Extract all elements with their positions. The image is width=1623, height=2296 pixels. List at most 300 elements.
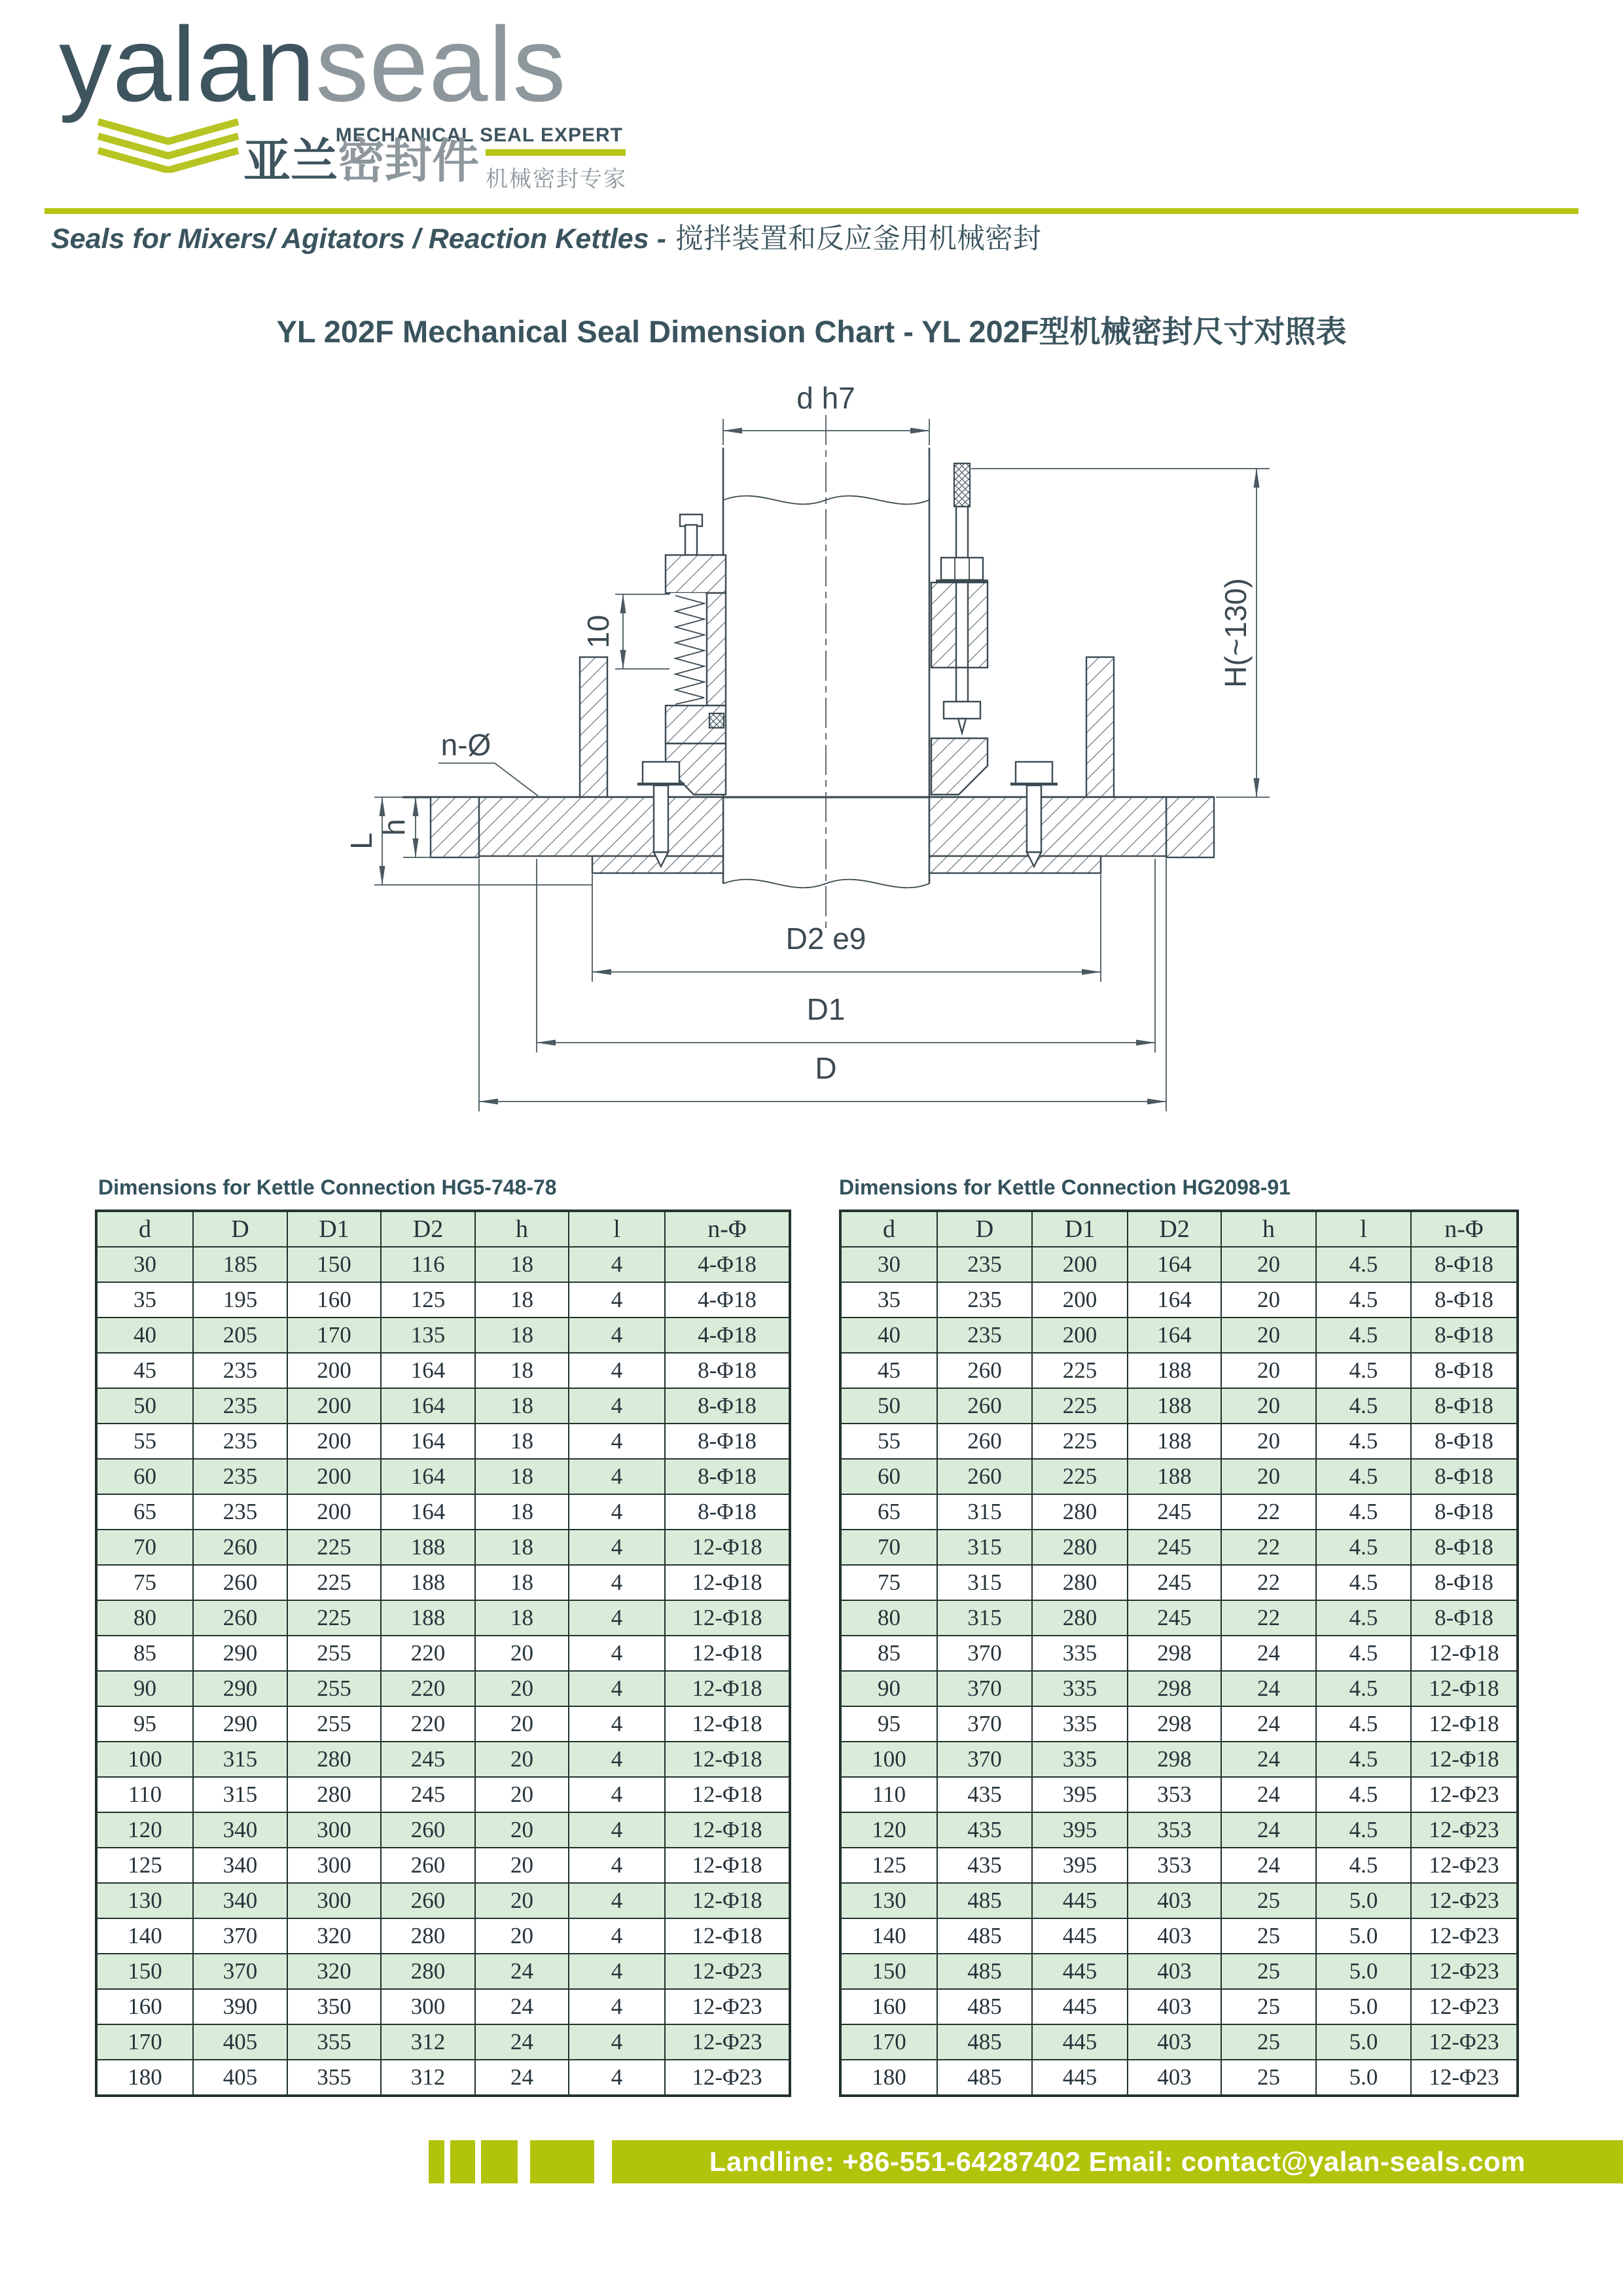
cell-h: 20 (1221, 1388, 1316, 1424)
cell-h: 18 (475, 1600, 569, 1636)
table-row (840, 1247, 1518, 1282)
cell-D2: 403 (1128, 2060, 1221, 2096)
table-row (840, 1706, 1518, 1742)
label-height: H(~130) (1219, 578, 1253, 688)
cell-n-phi: 12-Φ18 (665, 1530, 790, 1565)
cell-l: 4.5 (1316, 1494, 1411, 1530)
table-row (96, 1954, 790, 1989)
cell-h: 22 (1221, 1565, 1316, 1600)
cell-h: 20 (1221, 1459, 1316, 1494)
cell-n-phi: 12-Φ18 (1411, 1706, 1518, 1742)
label-d: D (815, 1051, 837, 1085)
cell-D: 485 (937, 2024, 1032, 2060)
table-body (840, 1247, 1518, 2096)
logo-chinese-name (243, 136, 479, 188)
table-hg2098-91 (839, 1210, 1519, 2097)
table-row (840, 1636, 1518, 1671)
cell-D1: 225 (1032, 1353, 1128, 1388)
cell-l: 5.0 (1316, 1883, 1411, 1918)
label-spring-gap: 10 (581, 615, 616, 649)
table-row (96, 1459, 790, 1494)
cell-D: 260 (937, 1353, 1032, 1388)
table-row (96, 1742, 790, 1777)
cell-h: 20 (475, 1883, 569, 1918)
seal-flange (479, 797, 1166, 873)
footer-bar-segment (530, 2140, 594, 2183)
cell-d: 130 (840, 1883, 937, 1918)
cell-d: 180 (840, 2060, 937, 2096)
cell-D2: 403 (1128, 1883, 1221, 1918)
label-d1: D1 (806, 992, 846, 1026)
cell-D2: 280 (381, 1918, 475, 1954)
cell-D2: 298 (1128, 1671, 1221, 1706)
chevron-logo-icon (95, 118, 242, 173)
cell-D1: 445 (1032, 1954, 1128, 1989)
cell-D: 390 (193, 1989, 287, 2024)
cell-d: 80 (840, 1600, 937, 1636)
cell-d: 160 (840, 1989, 937, 2024)
table-row (840, 2060, 1518, 2096)
col-header-h: h (475, 1211, 569, 1247)
cell-D: 370 (937, 1636, 1032, 1671)
cell-D2: 220 (381, 1706, 475, 1742)
cell-h: 20 (1221, 1282, 1316, 1318)
table-row (96, 1494, 790, 1530)
cell-n-phi: 12-Φ23 (1411, 1918, 1518, 1954)
col-header-n-phi: n-Φ (1411, 1211, 1518, 1247)
col-header-D1: D1 (1032, 1211, 1128, 1247)
cell-D1: 445 (1032, 1918, 1128, 1954)
cell-d: 90 (96, 1671, 193, 1706)
logo-accent-line (486, 149, 626, 156)
cell-D1: 320 (287, 1918, 381, 1954)
table-row (840, 1848, 1518, 1883)
label-flange-step: L (344, 833, 379, 850)
cell-D2: 164 (1128, 1247, 1221, 1282)
cell-h: 24 (1221, 1777, 1316, 1812)
cell-h: 24 (475, 1954, 569, 1989)
cell-d: 70 (840, 1530, 937, 1565)
cell-n-phi: 12-Φ23 (665, 1989, 790, 2024)
cell-D1: 225 (1032, 1424, 1128, 1459)
cell-D: 485 (937, 1918, 1032, 1954)
cell-D2: 164 (1128, 1318, 1221, 1353)
cell-D: 340 (193, 1812, 287, 1848)
table-header-row (840, 1211, 1518, 1247)
cell-D1: 445 (1032, 1989, 1128, 2024)
footer-bar-segment (450, 2140, 475, 2183)
cell-l: 4.5 (1316, 1565, 1411, 1600)
table-title-hg2098-91: Dimensions for Kettle Connection HG2098-91 (839, 1175, 1291, 1199)
cell-D2: 353 (1128, 1848, 1221, 1883)
table-row (96, 1282, 790, 1318)
cell-D2: 280 (381, 1954, 475, 1989)
cell-D1: 200 (1032, 1282, 1128, 1318)
cell-l: 4.5 (1316, 1318, 1411, 1353)
cell-D2: 245 (1128, 1600, 1221, 1636)
cell-h: 20 (475, 1812, 569, 1848)
cell-l: 4 (569, 1636, 665, 1671)
cell-d: 95 (840, 1706, 937, 1742)
cell-D1: 445 (1032, 2060, 1128, 2096)
cell-d: 150 (96, 1954, 193, 1989)
cell-D: 235 (193, 1494, 287, 1530)
cell-D2: 403 (1128, 1918, 1221, 1954)
table-row (96, 1706, 790, 1742)
cell-D: 370 (937, 1742, 1032, 1777)
cell-D1: 225 (287, 1565, 381, 1600)
cell-h: 20 (475, 1636, 569, 1671)
label-flange-thickness: h (377, 819, 412, 836)
cell-D: 235 (937, 1318, 1032, 1353)
cell-h: 25 (1221, 1883, 1316, 1918)
cell-n-phi: 8-Φ18 (1411, 1565, 1518, 1600)
cell-D: 340 (193, 1848, 287, 1883)
cell-D1: 170 (287, 1318, 381, 1353)
cell-n-phi: 12-Φ18 (665, 1777, 790, 1812)
cell-l: 4 (569, 1989, 665, 2024)
logo-wordmark-secondary: seals (315, 5, 567, 124)
cell-D1: 335 (1032, 1636, 1128, 1671)
cell-n-phi: 12-Φ18 (665, 1742, 790, 1777)
footer-bar (612, 2140, 1623, 2183)
cell-n-phi: 12-Φ18 (665, 1600, 790, 1636)
cell-l: 4 (569, 1318, 665, 1353)
cell-l: 4.5 (1316, 1459, 1411, 1494)
cell-D: 405 (193, 2024, 287, 2060)
cell-D: 235 (937, 1282, 1032, 1318)
cell-l: 4.5 (1316, 1671, 1411, 1706)
logo-tagline-cn: 机械密封专家 (486, 167, 627, 192)
cell-D: 370 (937, 1671, 1032, 1706)
cell-h: 24 (1221, 1671, 1316, 1706)
cell-h: 22 (1221, 1494, 1316, 1530)
cell-D1: 200 (1032, 1318, 1128, 1353)
cell-d: 110 (96, 1777, 193, 1812)
footer-contact-text: Landline: +86-551-64287402 Email: contact@yalan-seals.com (709, 2146, 1526, 2177)
cell-h: 25 (1221, 1918, 1316, 1954)
cell-D2: 312 (381, 2024, 475, 2060)
cell-h: 24 (475, 2024, 569, 2060)
cell-l: 5.0 (1316, 2060, 1411, 2096)
page-tagline (51, 217, 1041, 257)
cell-n-phi: 8-Φ18 (1411, 1424, 1518, 1459)
cell-n-phi: 12-Φ23 (1411, 1848, 1518, 1883)
cell-D: 235 (193, 1388, 287, 1424)
cell-l: 4 (569, 1353, 665, 1388)
cell-D1: 300 (287, 1848, 381, 1883)
cell-d: 65 (96, 1494, 193, 1530)
cell-d: 40 (840, 1318, 937, 1353)
cell-h: 18 (475, 1494, 569, 1530)
cell-n-phi: 8-Φ18 (1411, 1282, 1518, 1318)
cell-D: 370 (193, 1954, 287, 1989)
cell-d: 160 (96, 1989, 193, 2024)
cell-D2: 298 (1128, 1742, 1221, 1777)
cell-D2: 245 (1128, 1494, 1221, 1530)
col-header-D: D (937, 1211, 1032, 1247)
cell-l: 4.5 (1316, 1388, 1411, 1424)
table-row (96, 1989, 790, 2024)
cell-n-phi: 8-Φ18 (1411, 1530, 1518, 1565)
cell-d: 85 (96, 1636, 193, 1671)
cell-D1: 335 (1032, 1706, 1128, 1742)
page-title: YL 202F Mechanical Seal Dimension Chart - YL 202F型机械密封尺寸对照表 (276, 314, 1347, 349)
cell-D1: 200 (287, 1388, 381, 1424)
table-row (840, 1812, 1518, 1848)
table-row (840, 1671, 1518, 1706)
logo-wordmark-primary: yalan (59, 5, 316, 124)
cell-D2: 298 (1128, 1636, 1221, 1671)
cell-D: 185 (193, 1247, 287, 1282)
cell-D2: 220 (381, 1636, 475, 1671)
cell-d: 55 (96, 1424, 193, 1459)
dim-d (479, 859, 1166, 1111)
spring-assembly (666, 514, 726, 795)
cell-n-phi: 12-Φ23 (665, 2024, 790, 2060)
col-header-n-phi: n-Φ (665, 1211, 790, 1247)
cell-d: 90 (840, 1671, 937, 1706)
dim-d1 (537, 859, 1155, 1052)
cell-D1: 150 (287, 1247, 381, 1282)
cell-n-phi: 8-Φ18 (665, 1353, 790, 1388)
cell-D2: 353 (1128, 1812, 1221, 1848)
cell-d: 30 (840, 1247, 937, 1282)
cell-D1: 200 (1032, 1247, 1128, 1282)
cell-l: 4 (569, 1918, 665, 1954)
cell-d: 35 (96, 1282, 193, 1318)
cell-D2: 260 (381, 1848, 475, 1883)
cell-D: 290 (193, 1706, 287, 1742)
cell-D: 485 (937, 1883, 1032, 1918)
cell-n-phi: 12-Φ23 (1411, 2024, 1518, 2060)
cell-l: 4 (569, 1530, 665, 1565)
cell-D1: 280 (287, 1742, 381, 1777)
table-row (96, 1636, 790, 1671)
cell-D2: 164 (381, 1494, 475, 1530)
cell-h: 20 (475, 1918, 569, 1954)
cell-d: 45 (96, 1353, 193, 1388)
table-title-hg5-748-78: Dimensions for Kettle Connection HG5-748-78 (98, 1175, 557, 1199)
cell-l: 4.5 (1316, 1247, 1411, 1282)
cell-D1: 255 (287, 1636, 381, 1671)
cell-n-phi: 12-Φ18 (1411, 1742, 1518, 1777)
table-row (840, 1777, 1518, 1812)
table-row (96, 1530, 790, 1565)
header-divider-bar (45, 208, 1578, 214)
cell-d: 65 (840, 1494, 937, 1530)
cell-d: 120 (96, 1812, 193, 1848)
cell-l: 4.5 (1316, 1424, 1411, 1459)
cell-D: 485 (937, 1954, 1032, 1989)
cell-D: 260 (937, 1459, 1032, 1494)
cell-l: 4.5 (1316, 1282, 1411, 1318)
table-row (840, 1353, 1518, 1388)
cell-n-phi: 12-Φ23 (1411, 1954, 1518, 1989)
table-row (96, 1918, 790, 1954)
cell-n-phi: 12-Φ18 (665, 1918, 790, 1954)
cell-l: 4.5 (1316, 1812, 1411, 1848)
cell-D2: 188 (1128, 1353, 1221, 1388)
cell-h: 24 (1221, 1636, 1316, 1671)
cell-D1: 200 (287, 1424, 381, 1459)
cell-D1: 255 (287, 1706, 381, 1742)
cell-n-phi: 4-Φ18 (665, 1318, 790, 1353)
cell-h: 24 (1221, 1706, 1316, 1742)
page-tagline-cn: 搅拌装置和反应釜用机械密封 (675, 223, 1041, 255)
col-header-d: d (96, 1211, 193, 1247)
cell-n-phi: 12-Φ18 (665, 1812, 790, 1848)
cell-n-phi: 12-Φ18 (665, 1636, 790, 1671)
cell-n-phi: 4-Φ18 (665, 1247, 790, 1282)
logo-cn-primary: 亚兰 (243, 135, 338, 188)
cell-D2: 164 (381, 1353, 475, 1388)
cell-D2: 260 (381, 1883, 475, 1918)
logo-wordmark (59, 5, 567, 124)
table-row (840, 2024, 1518, 2060)
cell-l: 4.5 (1316, 1600, 1411, 1636)
cell-d: 75 (840, 1565, 937, 1600)
cell-n-phi: 8-Φ18 (1411, 1600, 1518, 1636)
cell-D2: 245 (381, 1777, 475, 1812)
cell-D: 260 (193, 1530, 287, 1565)
cell-h: 25 (1221, 2060, 1316, 2096)
cell-d: 40 (96, 1318, 193, 1353)
cell-d: 100 (96, 1742, 193, 1777)
cell-D2: 188 (1128, 1388, 1221, 1424)
table-row (96, 1848, 790, 1883)
cell-n-phi: 12-Φ18 (665, 1706, 790, 1742)
cell-h: 20 (475, 1671, 569, 1706)
cell-D1: 225 (287, 1600, 381, 1636)
cell-n-phi: 8-Φ18 (1411, 1318, 1518, 1353)
table-row (840, 1459, 1518, 1494)
cell-h: 18 (475, 1530, 569, 1565)
cell-h: 20 (475, 1742, 569, 1777)
cell-d: 85 (840, 1636, 937, 1671)
cell-D: 340 (193, 1883, 287, 1918)
cell-d: 45 (840, 1353, 937, 1388)
cell-D: 485 (937, 2060, 1032, 2096)
cell-D1: 225 (1032, 1388, 1128, 1424)
footer-bar-segment (429, 2140, 444, 2183)
cell-D2: 403 (1128, 2024, 1221, 2060)
cell-D: 315 (193, 1742, 287, 1777)
cell-n-phi: 12-Φ23 (1411, 2060, 1518, 2096)
cell-d: 95 (96, 1706, 193, 1742)
cell-h: 20 (1221, 1353, 1316, 1388)
cell-h: 18 (475, 1318, 569, 1353)
cell-n-phi: 8-Φ18 (1411, 1459, 1518, 1494)
col-header-l: l (569, 1211, 665, 1247)
cell-D1: 280 (1032, 1494, 1128, 1530)
cell-D1: 445 (1032, 1883, 1128, 1918)
footer-bar-segment (481, 2140, 518, 2183)
table-row (840, 1989, 1518, 2024)
cell-d: 60 (840, 1459, 937, 1494)
cell-l: 4 (569, 1742, 665, 1777)
cell-d: 170 (96, 2024, 193, 2060)
cell-n-phi: 8-Φ18 (1411, 1494, 1518, 1530)
cell-D2: 188 (1128, 1424, 1221, 1459)
cell-d: 50 (840, 1388, 937, 1424)
cell-h: 25 (1221, 1954, 1316, 1989)
stud-assembly (931, 463, 988, 795)
cell-h: 24 (1221, 1742, 1316, 1777)
col-header-l: l (1316, 1211, 1411, 1247)
cell-D: 290 (193, 1671, 287, 1706)
cell-D2: 188 (381, 1565, 475, 1600)
cell-n-phi: 12-Φ23 (1411, 1777, 1518, 1812)
cell-D1: 200 (287, 1494, 381, 1530)
cell-h: 25 (1221, 2024, 1316, 2060)
table-row (840, 1318, 1518, 1353)
col-header-D2: D2 (381, 1211, 475, 1247)
cell-D: 235 (193, 1459, 287, 1494)
cell-D1: 200 (287, 1353, 381, 1388)
cell-l: 5.0 (1316, 1918, 1411, 1954)
cell-d: 150 (840, 1954, 937, 1989)
cell-l: 4.5 (1316, 1353, 1411, 1388)
cell-n-phi: 12-Φ18 (1411, 1636, 1518, 1671)
cell-D: 260 (937, 1424, 1032, 1459)
cell-h: 18 (475, 1353, 569, 1388)
table-row (840, 1918, 1518, 1954)
table-row (840, 1424, 1518, 1459)
cell-D: 315 (937, 1530, 1032, 1565)
label-bolt-holes: n-Ø (440, 728, 491, 762)
cell-D2: 245 (1128, 1565, 1221, 1600)
cell-d: 130 (96, 1883, 193, 1918)
table-row (96, 1388, 790, 1424)
cell-h: 22 (1221, 1530, 1316, 1565)
cell-n-phi: 8-Φ18 (665, 1388, 790, 1424)
cell-d: 75 (96, 1565, 193, 1600)
cell-D2: 135 (381, 1318, 475, 1353)
cell-D1: 355 (287, 2060, 381, 2096)
cell-D2: 353 (1128, 1777, 1221, 1812)
cell-D1: 280 (1032, 1565, 1128, 1600)
cell-D2: 164 (381, 1424, 475, 1459)
nozzle-wall-right (1086, 657, 1114, 797)
table-row (96, 1565, 790, 1600)
cell-D1: 200 (287, 1459, 381, 1494)
cell-h: 20 (475, 1706, 569, 1742)
label-d2: D2 e9 (785, 922, 866, 956)
cell-D1: 280 (1032, 1600, 1128, 1636)
cell-n-phi: 4-Φ18 (665, 1282, 790, 1318)
cell-d: 140 (96, 1918, 193, 1954)
table-row (840, 1600, 1518, 1636)
cell-h: 18 (475, 1565, 569, 1600)
cell-l: 4.5 (1316, 1636, 1411, 1671)
label-bolt-holes-group (438, 728, 538, 796)
cell-D: 260 (193, 1600, 287, 1636)
cell-d: 55 (840, 1424, 937, 1459)
cell-D1: 395 (1032, 1848, 1128, 1883)
cell-d: 110 (840, 1777, 937, 1812)
cell-D: 290 (193, 1636, 287, 1671)
col-header-D: D (193, 1211, 287, 1247)
cell-l: 4 (569, 1954, 665, 1989)
cell-h: 20 (475, 1848, 569, 1883)
cell-d: 140 (840, 1918, 937, 1954)
cell-D1: 225 (287, 1530, 381, 1565)
table-row (96, 1812, 790, 1848)
cell-D: 435 (937, 1777, 1032, 1812)
cell-D1: 355 (287, 2024, 381, 2060)
table-row (840, 1388, 1518, 1424)
